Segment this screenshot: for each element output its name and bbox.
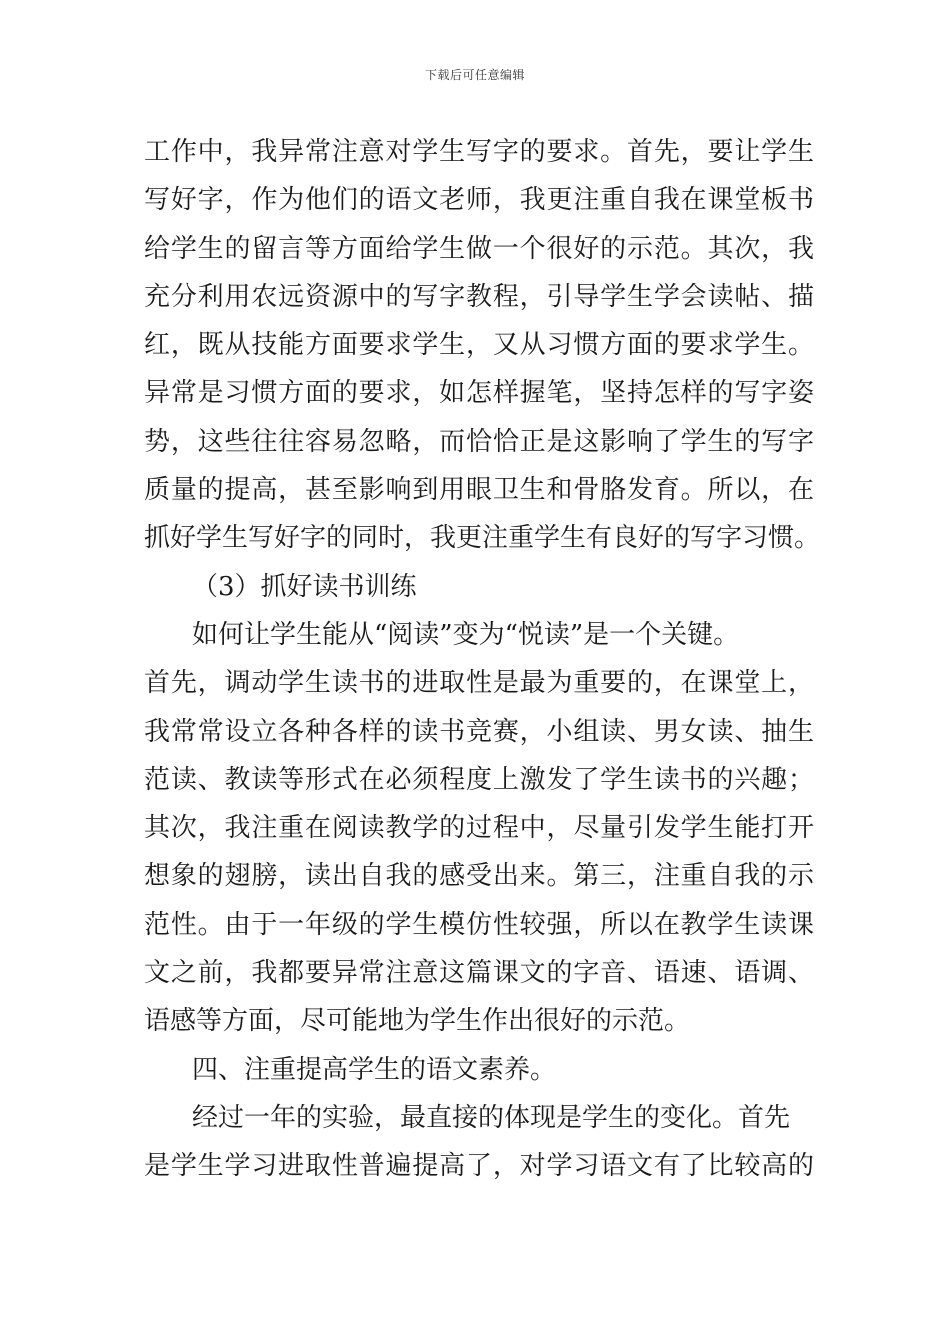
text-line: 范性。由于一年级的学生模仿性较强，所以在教学生读课 <box>144 909 814 940</box>
text-line: 势，这些往往容易忽略，而恰恰正是这影响了学生的写字 <box>144 426 814 457</box>
text-line: 异常是习惯方面的要求，如怎样握笔，坚持怎样的写字姿 <box>144 378 814 409</box>
section-heading: （3）抓好读书训练 <box>192 571 417 602</box>
text-line: 首先，调动学生读书的进取性是最为重要的，在课堂上， <box>144 668 814 699</box>
text-line: 范读、教读等形式在必须程度上激发了学生读书的兴趣； <box>144 764 814 795</box>
text-line: 抓好学生写好字的同时，我更注重学生有良好的写字习惯。 <box>144 523 821 554</box>
text-line: 其次，我注重在阅读教学的过程中，尽量引发学生能打开 <box>144 813 814 844</box>
text-line: 想象的翅膀，读出自我的感受出来。第三，注重自我的示 <box>144 861 814 892</box>
text-line: 质量的提高，甚至影响到用眼卫生和骨胳发育。所以，在 <box>144 475 814 506</box>
paragraph-first-line: 经过一年的实验，最直接的体现是学生的变化。首先 <box>192 1102 791 1133</box>
text-line: 写好字，作为他们的语文老师，我更注重自我在课堂板书 <box>144 185 814 216</box>
paragraph-first-line: 如何让学生能从“阅读”变为“悦读”是一个关键。 <box>192 619 740 650</box>
text-line: 充分利用农远资源中的写字教程，引导学生学会读帖、描 <box>144 281 814 312</box>
text-line: 语感等方面，尽可能地为学生作出很好的示范。 <box>144 1006 691 1037</box>
text-line: 给学生的留言等方面给学生做一个很好的示范。其次，我 <box>144 233 814 264</box>
section-heading: 四、注重提高学生的语文素养。 <box>192 1054 557 1085</box>
page-header: 下载后可任意编辑 <box>424 68 525 82</box>
text-line: 红，既从技能方面要求学生，又从习惯方面的要求学生。 <box>144 330 814 361</box>
text-line: 是学生学习进取性普遍提高了，对学习语文有了比较高的 <box>144 1151 814 1182</box>
text-line: 工作中，我异常注意对学生写字的要求。首先，要让学生 <box>144 137 814 167</box>
text-line: 文之前，我都要异常注意这篇课文的字音、语速、语调、 <box>144 958 814 989</box>
text-line: 我常常设立各种各样的读书竞赛，小组读、男女读、抽生 <box>144 716 814 747</box>
document-body <box>144 128 821 1191</box>
